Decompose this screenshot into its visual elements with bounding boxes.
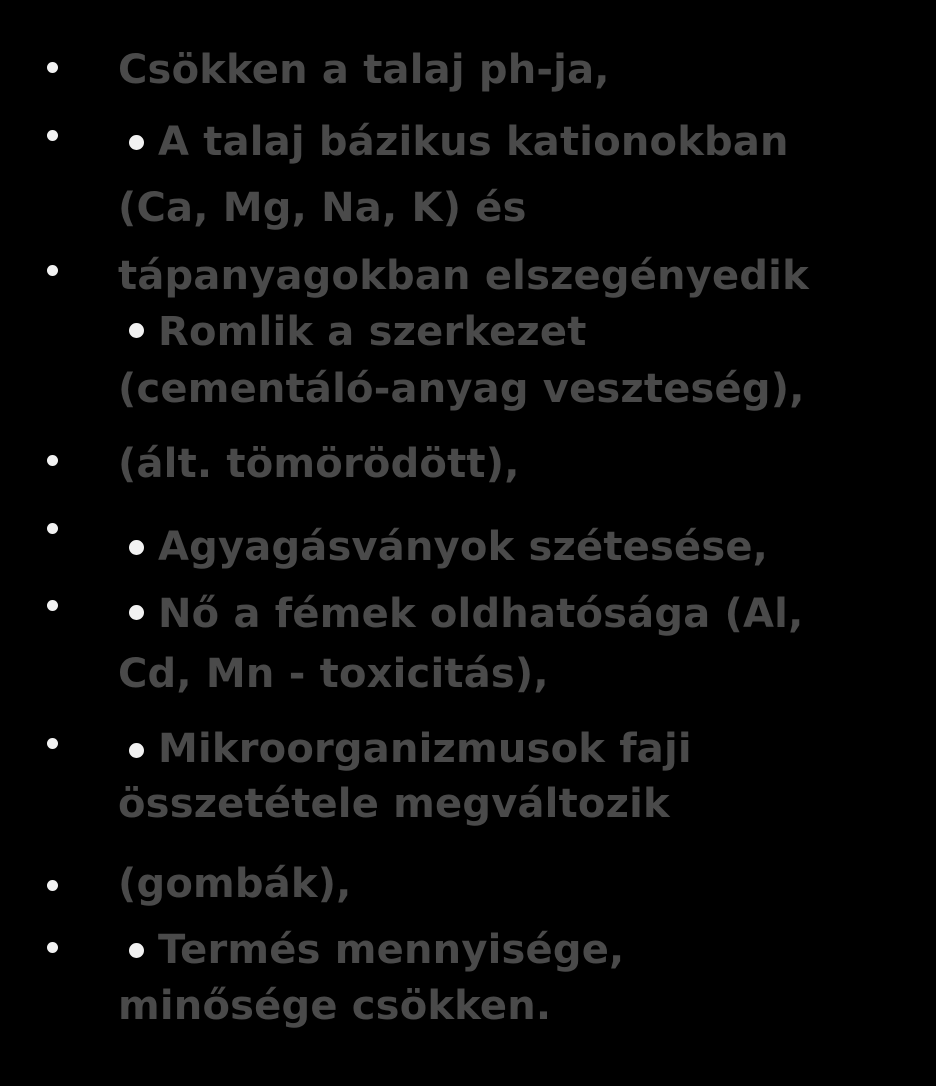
outer-bullet-6: [47, 600, 58, 611]
outer-bullet-4: [47, 455, 58, 466]
outer-bullet-5: [47, 523, 58, 534]
outer-bullet-1: [47, 62, 58, 73]
text-line-6: (cementáló-anyag veszteség),: [118, 366, 805, 412]
text-line-15: minősége csökken.: [118, 983, 552, 1029]
text-line-8: Agyagásványok szétesése,: [158, 524, 769, 570]
text-line-3: (Ca, Mg, Na, K) és: [118, 185, 527, 231]
text-line-4: tápanyagokban elszegényedik: [118, 253, 809, 299]
text-line-14: Termés mennyisége,: [158, 927, 625, 973]
inner-bullet-6: [129, 943, 144, 958]
text-line-5: Romlik a szerkezet: [158, 309, 587, 355]
text-line-9: Nő a fémek oldhatósága (Al,: [158, 591, 804, 637]
outer-bullet-7: [47, 738, 58, 749]
outer-bullet-9: [47, 942, 58, 953]
text-line-7: (ált. tömörödött),: [118, 441, 520, 487]
text-line-1: Csökken a talaj ph-ja,: [118, 47, 610, 93]
outer-bullet-2: [47, 130, 58, 141]
inner-bullet-3: [129, 540, 144, 555]
text-line-10: Cd, Mn - toxicitás),: [118, 651, 549, 697]
inner-bullet-5: [129, 743, 144, 758]
outer-bullet-3: [47, 265, 58, 276]
outer-bullet-8: [47, 880, 58, 891]
text-line-13: (gombák),: [118, 861, 352, 907]
text-line-12: összetétele megváltozik: [118, 781, 670, 827]
text-line-11: Mikroorganizmusok faji: [158, 726, 692, 772]
inner-bullet-1: [129, 135, 144, 150]
inner-bullet-2: [129, 323, 144, 338]
text-line-2: A talaj bázikus kationokban: [158, 119, 789, 165]
inner-bullet-4: [129, 605, 144, 620]
